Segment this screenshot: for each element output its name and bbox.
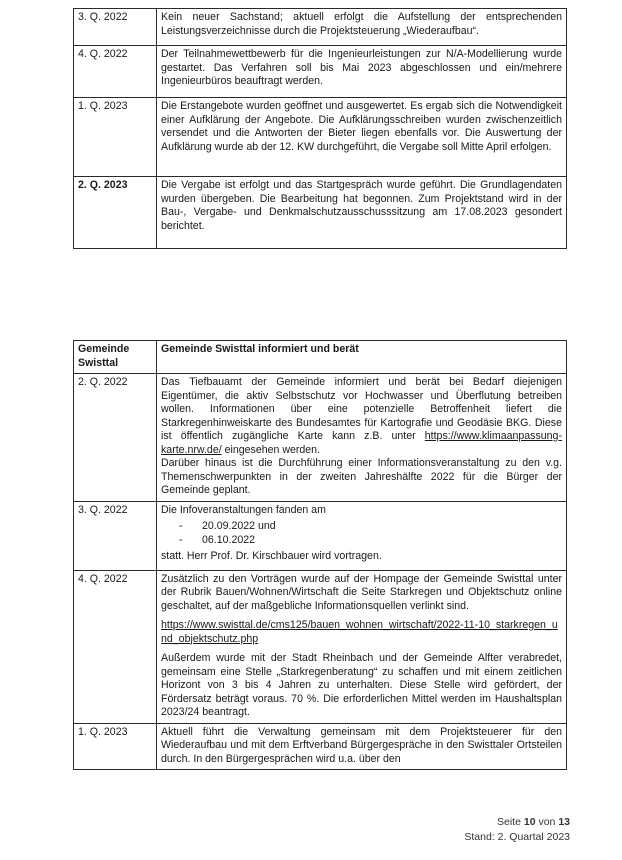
paragraph: Darüber hinaus ist die Durchführung einer Informationsveranstaltung zu den v.g. Themenschwerpunkten in der zweiten Jahreshälfte 2022 für die Bürger der Gemeinde geplant. (161, 457, 562, 496)
date-text: 06.10.2022 (202, 533, 256, 546)
progress-table-2 (73, 340, 567, 770)
table-header-row (74, 341, 567, 374)
paragraph: Die Infoveranstaltungen fanden am (161, 503, 326, 516)
quarter-cell: 1. Q. 2023 (74, 98, 157, 177)
page-current: 10 (523, 816, 536, 828)
table-row (74, 501, 567, 570)
homepage-link[interactable]: https://www.swisttal.de/cms125/bauen_wohnen_wirtschaft/2022-11-10_starkregen_und_objektschutz.php (161, 619, 558, 645)
page-footer (464, 815, 570, 845)
quarter-cell: 3. Q. 2022 (74, 501, 157, 570)
status-text-cell: Aktuell führt die Verwaltung gemeinsam mit dem Projektsteuerer für den Wiederaufbau und mit dem Erftverband Bürgergespräche in den Swisttaler Ortsteilen durch. In den Bürgergesprächen wird u.a. über den (157, 723, 567, 770)
status-text-cell: Kein neuer Sachstand; aktuell erfolgt die Aufstellung der entsprechenden Leistungsverzeichnisse durch die Projektsteuerung „Wiederaufbau“. (157, 9, 567, 46)
status-text-cell: Der Teilnahmewettbewerb für die Ingenieurleistungen zur N/A-Modellierung wurde gestartet. Das Verfahren soll bis Mai 2023 abgeschlossen und ein/mehrere Ingenieurbüros beauftragt werden. (157, 46, 567, 98)
paragraph: Zusätzlich zu den Vorträgen wurde auf der Hompage der Gemeinde Swisttal unter der Rubrik Bauen/Wohnen/Wirtschaft die Seite Starkregen und Objektschutz online geschaltet, auf der maßgebliche Informationsquellen verlinkt sind. (161, 572, 562, 612)
paragraph (161, 376, 562, 457)
progress-table-1 (73, 8, 567, 249)
table-row (74, 570, 567, 723)
list-item (179, 534, 562, 548)
quarter-cell: 2. Q. 2022 (74, 374, 157, 502)
table-row (74, 374, 567, 502)
quarter-cell: 3. Q. 2022 (74, 9, 157, 46)
status-text-cell: Die Erstangebote wurden geöffnet und ausgewertet. Es ergab sich die Notwendigkeit einer Aufklärung der Angebote. Die Aufklärungsschreiben wurden zwischenzeitlich versendet und die Antworten der Bieter liegen ebenfalls vor. Die Auswertung der Aufklärung wurde ab der 12. KW durchgeführt, die Vergabe soll Mitte April erfolgen. (157, 98, 567, 177)
quarter-cell: 2. Q. 2023 (74, 177, 157, 249)
date-list (161, 520, 562, 547)
page-number (464, 815, 570, 830)
map-link[interactable]: https://www.klimaanpassung-karte.nrw.de/ (161, 430, 562, 456)
document-status: Stand: 2. Quartal 2023 (464, 831, 570, 843)
municipality-header: Gemeinde Swisttal (74, 341, 157, 374)
quarter-cell: 1. Q. 2023 (74, 723, 157, 770)
page-prefix: Seite (497, 816, 524, 828)
paragraph: Außerdem wurde mit der Stadt Rheinbach und der Gemeinde Alfter verabredet, gemeinsam eine Stelle „Starkregenberatung“ zu schaffen und mit einem zeitlichen Horizont von 3 bis 4 Jahren zu unterhalten. Diese Stelle wird gefördert, der Fördersatz beträgt voraus. 70 %. Die erforderlichen Mittel werden im Haushaltsplan 2023/24 beantragt. (161, 652, 562, 718)
table-row (74, 46, 567, 98)
table-row (74, 98, 567, 177)
status-text-cell (157, 374, 567, 502)
quarter-cell: 4. Q. 2022 (74, 570, 157, 723)
page-total: 13 (558, 816, 570, 828)
page-of: von (535, 816, 559, 828)
topic-header: Gemeinde Swisttal informiert und berät (157, 341, 567, 374)
status-text-cell (157, 570, 567, 723)
quarter-cell: 4. Q. 2022 (74, 46, 157, 98)
date-text: 20.09.2022 und (202, 520, 276, 532)
list-item (179, 520, 562, 534)
table-row (74, 723, 567, 770)
bullet-dash: - (179, 533, 183, 546)
text-span: eingesehen werden. (221, 443, 321, 456)
paragraph: statt. Herr Prof. Dr. Kirschbauer wird vortragen. (161, 550, 382, 562)
table-row (74, 177, 567, 249)
bullet-dash: - (179, 520, 183, 532)
status-text-cell: Die Vergabe ist erfolgt und das Startgespräch wurde geführt. Die Grundlagendaten wurden übergeben. Die Bearbeitung hat begonnen. Zum Projektstand wird in der Bau-, Vergabe- und Denkmalschutzausschusssitzung am 17.08.2023 gesondert berichtet. (157, 177, 567, 249)
table-row (74, 9, 567, 46)
status-text-cell (157, 501, 567, 570)
text-span: Das Tiefbauamt der Gemeinde informiert und berät bei Bedarf diejenigen Eigentümer, die aktiv Selbstschutz vor Hochwasser und Überflutung betreiben wollen. Informationen über eine potenzielle Betroffenheit liefert die Starkregenhinweiskarte des Bundesamtes für Kartografie und Geodäsie BKG. Diese ist öffentlich zugängliche Karte kann z.B. unter (161, 376, 562, 442)
